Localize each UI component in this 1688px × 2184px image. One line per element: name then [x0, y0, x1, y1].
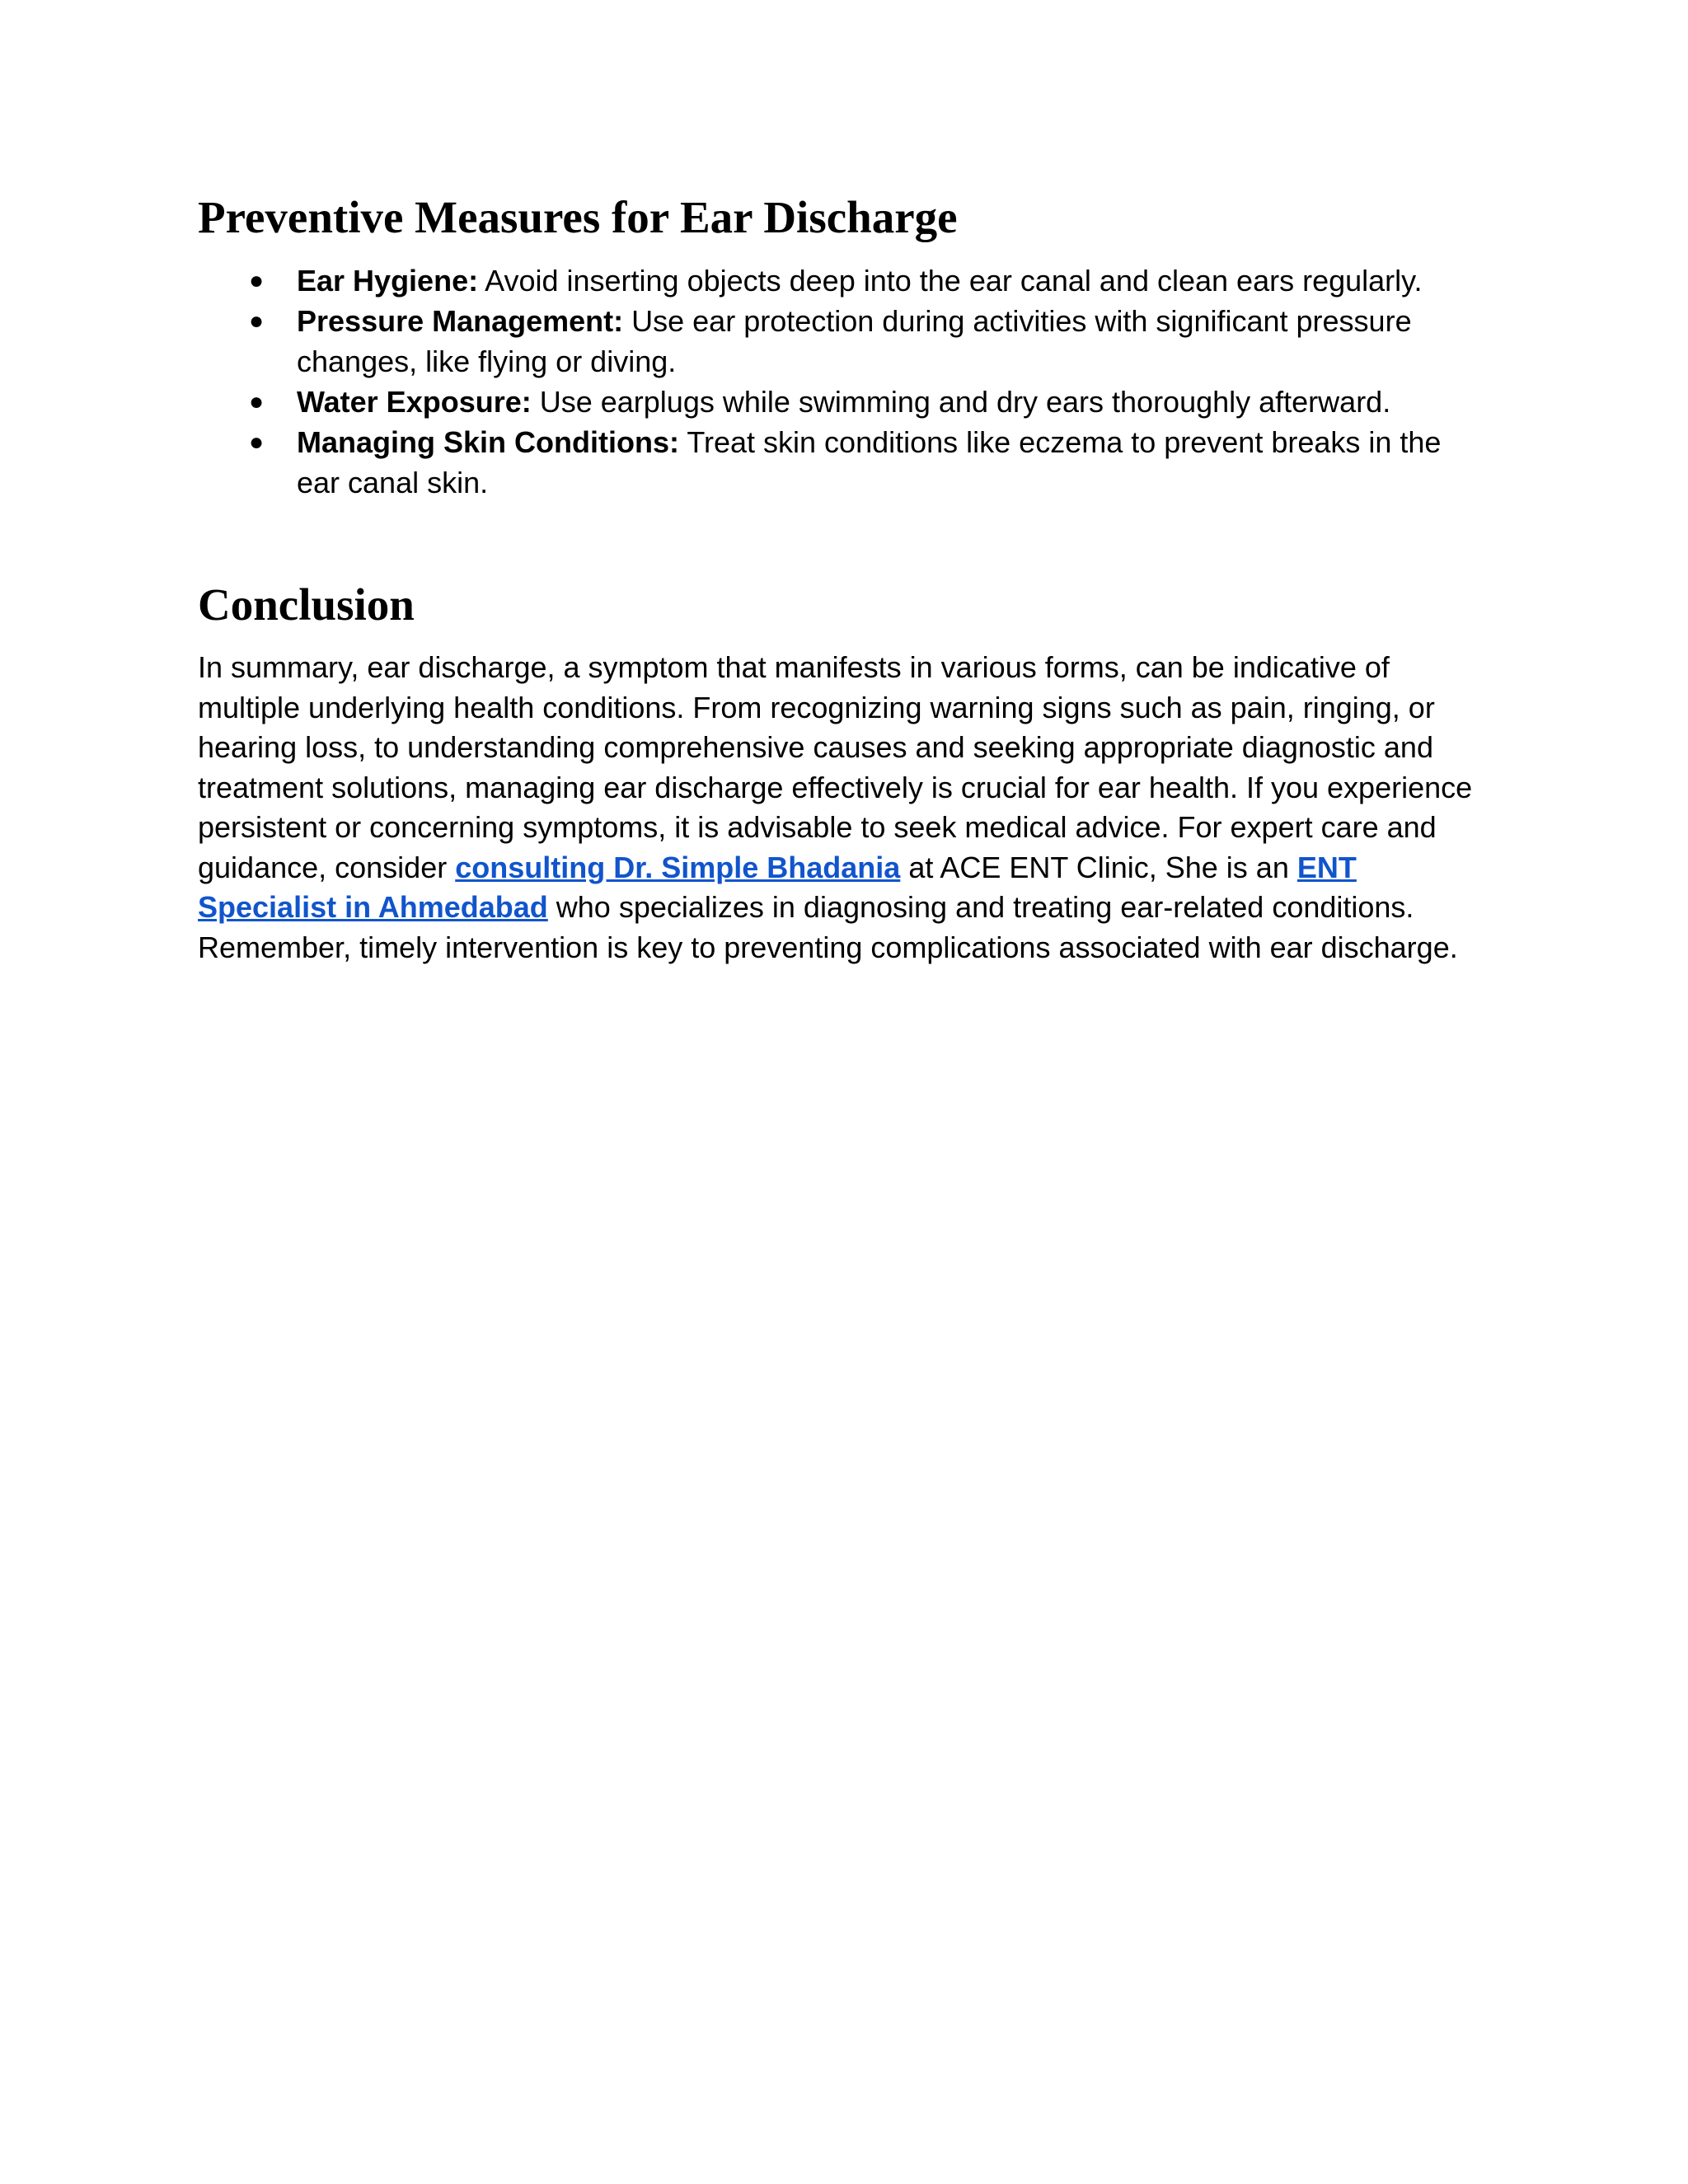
bullet-icon: ●: [249, 388, 265, 415]
list-item: [198, 382, 1484, 422]
list-item-text: Use ear protection during activities with significant pressure changes, like flying or diving.: [297, 304, 1412, 378]
consulting-doctor-link[interactable]: consulting Dr. Simple Bhadania: [455, 850, 901, 884]
preventive-heading: Preventive Measures for Ear Discharge: [198, 192, 958, 242]
list-item-label: Water Exposure:: [297, 385, 532, 419]
conclusion-paragraph: [198, 648, 1484, 968]
ent-specialist-link[interactable]: ENT Specialist in Ahmedabad: [198, 850, 1357, 924]
list-item: [198, 422, 1484, 503]
list-item-text: Avoid inserting objects deep into the ear canal and clean ears regularly.: [478, 264, 1423, 298]
preventive-list: [198, 260, 1484, 503]
list-item: [198, 260, 1484, 301]
list-item-label: Pressure Management:: [297, 304, 624, 338]
list-item-text: Treat skin conditions like eczema to prevent breaks in the ear canal skin.: [297, 425, 1442, 499]
conclusion-text-2: at ACE ENT Clinic, She is an: [900, 850, 1297, 884]
bullet-icon: ●: [249, 429, 265, 456]
list-item-text: Use earplugs while swimming and dry ears thoroughly afterward.: [531, 385, 1391, 419]
document-content: [198, 190, 1484, 968]
conclusion-text-1: In summary, ear discharge, a symptom that manifests in various forms, can be indicative of multiple underlying health conditions. From recognizing warning signs such as pain, ringing, or hearing loss, to understanding comprehensive causes and seeking appropriate diagnostic and treatment solutions, managing ear discharge effectively is crucial for ear health. If you experience persistent or concerning symptoms, it is advisable to seek medical advice. For expert care and guidance, consider: [198, 650, 1473, 884]
list-item: [198, 301, 1484, 382]
bullet-icon: ●: [249, 307, 265, 335]
bullet-icon: ●: [249, 267, 265, 294]
conclusion-heading: Conclusion: [198, 579, 415, 630]
list-item-label: Ear Hygiene:: [297, 264, 479, 298]
list-item-label: Managing Skin Conditions:: [297, 425, 679, 459]
conclusion-text-3: who specializes in diagnosing and treating ear-related conditions. Remember, timely intervention is key to preventing complications associated with ear discharge.: [198, 890, 1458, 964]
